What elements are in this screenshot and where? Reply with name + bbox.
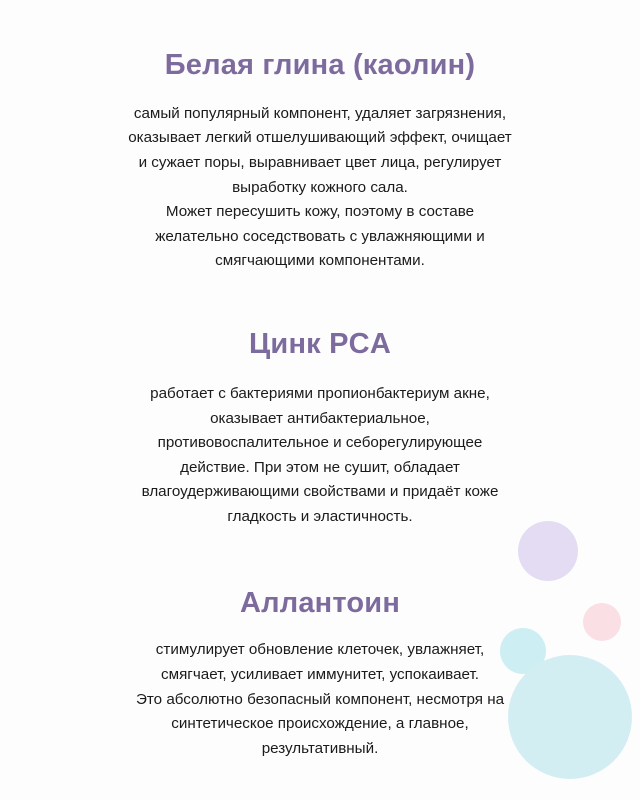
section-kaolin-body	[60, 102, 580, 274]
body-line: желательно соседствовать с увлажняющими и	[155, 227, 485, 245]
section-zinc	[60, 274, 580, 529]
section-kaolin	[60, 0, 580, 274]
body-line: влагоудерживающими свойствами и придаёт коже	[141, 483, 499, 501]
body-line: смягчающими компонентами.	[215, 252, 425, 270]
section-allantoin-heading: Аллантоин	[239, 586, 401, 619]
body-line: стимулирует обновление клеточек, увлажняет,	[155, 641, 485, 659]
body-line: результативный.	[261, 739, 379, 757]
body-line: оказывает антибактериальное,	[210, 409, 430, 427]
body-line: работает с бактериями пропионбактериум акне,	[150, 384, 490, 402]
section-allantoin	[60, 530, 580, 762]
body-line: самый популярный компонент, удаляет загрязнения,	[133, 104, 507, 122]
body-line: гладкость и эластичность.	[227, 507, 413, 525]
body-line: Это абсолютно безопасный компонент, несмотря на	[135, 690, 505, 708]
section-zinc-heading: Цинк PCA	[249, 328, 391, 361]
body-line: действие. При этом не сушит, обладает	[180, 458, 460, 476]
body-line: противовоспалительное и себорегулирующее	[157, 434, 483, 452]
section-kaolin-heading: Белая глина (каолин)	[164, 49, 476, 81]
body-line: оказывает легкий отшелушивающий эффект, очищает	[128, 129, 512, 147]
body-line: синтетическое происхождение, а главное,	[171, 715, 469, 733]
body-line: Может пересушить кожу, поэтому в составе	[165, 203, 475, 221]
section-allantoin-body	[60, 638, 580, 761]
body-line: выработку кожного сала.	[232, 178, 408, 196]
body-line: смягчает, усиливает иммунитет, успокаивает.	[161, 665, 479, 683]
section-zinc-body	[60, 382, 580, 530]
body-line: и сужает поры, выравнивает цвет лица, регулирует	[138, 154, 502, 172]
